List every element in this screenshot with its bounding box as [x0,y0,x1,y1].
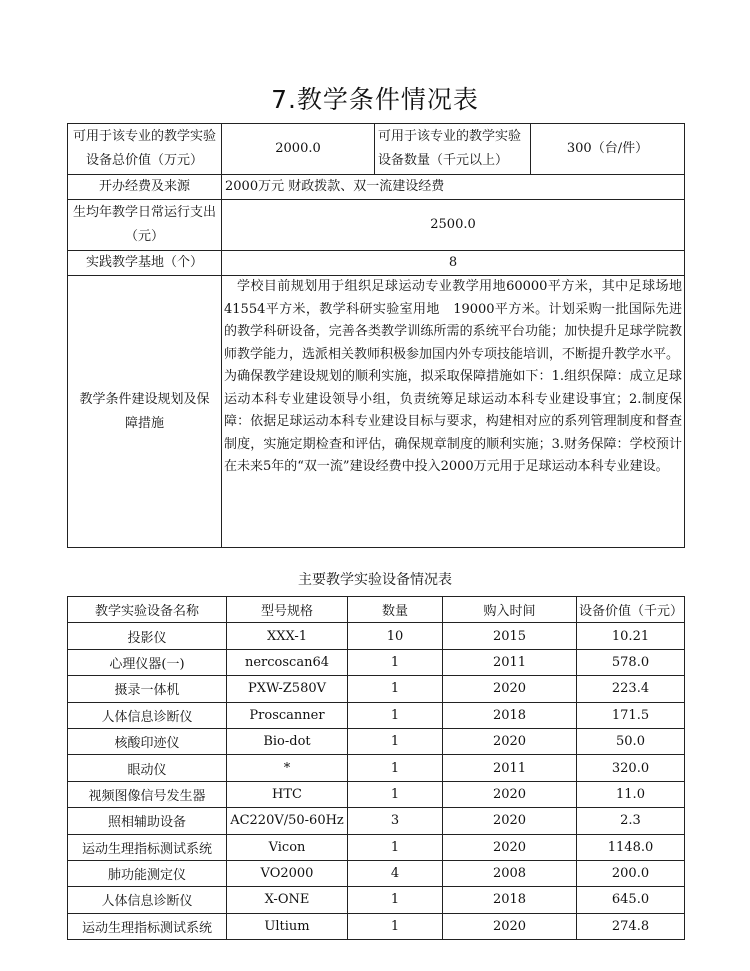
cell-model: PXW-Z580V [227,676,348,702]
table-row [68,676,685,702]
cell-quantity: 10 [348,623,443,649]
equipment-value-label: 可用于该专业的教学实验设备总价值（万元） [68,124,222,175]
cell-name: 视频图像信号发生器 [68,781,227,807]
cell-value: 200.0 [577,860,685,886]
cell-model: AC220V/50-60Hz [227,808,348,834]
header-value: 设备价值（千元） [577,597,685,623]
table-row [68,834,685,860]
cell-value: 223.4 [577,676,685,702]
table-row [68,200,685,251]
table-row [68,781,685,807]
plan-paragraph-2: 为确保教学建设规划的顺利实施，拟采取保障措施如下：1.组织保障：成立足球运动本科专业建设领导小组，负责统筹足球运动本科专业建设事宜；2.制度保障：依据足球运动本科专业建设目标与要求，构建相对应的系列管理制度和督查制度，实施定期检查和评估，确保规章制度的顺利实施；3.财务保障：学校预计在未来5年的“双一流”建设经费中投入2000万元用于足球运动本科专业建设。 [224,369,682,474]
cell-name: 人体信息诊断仪 [68,702,227,728]
cell-value: 50.0 [577,728,685,754]
equipment-value: 2000.0 [222,124,375,175]
equipment-count: 300（台/件） [531,124,685,175]
table-row [68,251,685,276]
funding-value: 2000万元 财政拨款、双一流建设经费 [222,175,685,200]
cell-name: 心理仪器(一) [68,649,227,675]
table-header-row [68,597,685,623]
plan-paragraph-1: 学校目前规划用于组织足球运动专业教学用地60000平方米，其中足球场地41554平方米，教学科研实验室用地 19000平方米。计划采购一批国际先进的教学科研设备，完善各类教学训练所需的系统平台功能；加快提升足球学院教师教学能力，选派相关教师积极参加国内外专项技能培训，不断提升教学水平。 [224,279,682,362]
table-row [68,913,685,939]
header-model: 型号规格 [227,597,348,623]
cell-model: Bio-dot [227,728,348,754]
table-row [68,649,685,675]
cell-year: 2018 [443,702,577,728]
cell-value: 171.5 [577,702,685,728]
cell-value: 10.21 [577,623,685,649]
cell-quantity: 1 [348,676,443,702]
teaching-conditions-table [67,123,685,548]
cell-year: 2020 [443,728,577,754]
table-row [68,728,685,754]
equipment-table [67,596,685,940]
header-quantity: 数量 [348,597,443,623]
equipment-table-body [68,623,685,940]
header-name: 教学实验设备名称 [68,597,227,623]
cell-model: HTC [227,781,348,807]
cell-year: 2011 [443,649,577,675]
plan-content [222,276,685,548]
cell-model: * [227,755,348,781]
cell-year: 2008 [443,860,577,886]
cell-model: Vicon [227,834,348,860]
cell-name: 运动生理指标测试系统 [68,834,227,860]
cell-name: 照相辅助设备 [68,808,227,834]
cell-value: 1148.0 [577,834,685,860]
cell-quantity: 1 [348,887,443,913]
cell-year: 2018 [443,887,577,913]
table-row [68,755,685,781]
cell-model: nercoscan64 [227,649,348,675]
cell-model: Proscanner [227,702,348,728]
page-title: 7.教学条件情况表 [271,85,479,114]
cell-value: 274.8 [577,913,685,939]
cell-name: 眼动仪 [68,755,227,781]
table-row [68,808,685,834]
per-student-label: 生均年教学日常运行支出（元） [68,200,222,251]
cell-quantity: 3 [348,808,443,834]
cell-quantity: 1 [348,649,443,675]
plan-label: 教学条件建设规划及保障措施 [68,276,222,548]
cell-year: 2011 [443,755,577,781]
equipment-table-title: 主要教学实验设备情况表 [298,572,452,588]
cell-year: 2020 [443,808,577,834]
cell-quantity: 1 [348,913,443,939]
per-student-value: 2500.0 [222,200,685,251]
cell-value: 11.0 [577,781,685,807]
cell-year: 2020 [443,913,577,939]
equipment-count-label: 可用于该专业的教学实验设备数量（千元以上） [375,124,531,175]
bases-label: 实践教学基地（个） [68,251,222,276]
cell-quantity: 1 [348,781,443,807]
cell-model: X-ONE [227,887,348,913]
table-row [68,175,685,200]
cell-value: 2.3 [577,808,685,834]
cell-quantity: 1 [348,755,443,781]
cell-value: 645.0 [577,887,685,913]
cell-quantity: 1 [348,834,443,860]
table-row [68,887,685,913]
cell-year: 2020 [443,676,577,702]
cell-name: 投影仪 [68,623,227,649]
table-row [68,276,685,548]
cell-value: 320.0 [577,755,685,781]
cell-model: XXX-1 [227,623,348,649]
cell-year: 2020 [443,834,577,860]
cell-name: 运动生理指标测试系统 [68,913,227,939]
cell-model: Ultium [227,913,348,939]
cell-name: 肺功能测定仪 [68,860,227,886]
cell-year: 2020 [443,781,577,807]
cell-quantity: 1 [348,702,443,728]
cell-model: VO2000 [227,860,348,886]
bases-value: 8 [222,251,685,276]
table-row [68,124,685,175]
header-purchase-year: 购入时间 [443,597,577,623]
cell-name: 摄录一体机 [68,676,227,702]
cell-year: 2015 [443,623,577,649]
cell-name: 人体信息诊断仪 [68,887,227,913]
table-row [68,702,685,728]
table-row [68,623,685,649]
funding-label: 开办经费及来源 [68,175,222,200]
cell-quantity: 4 [348,860,443,886]
cell-value: 578.0 [577,649,685,675]
cell-quantity: 1 [348,728,443,754]
cell-name: 核酸印迹仪 [68,728,227,754]
table-row [68,860,685,886]
